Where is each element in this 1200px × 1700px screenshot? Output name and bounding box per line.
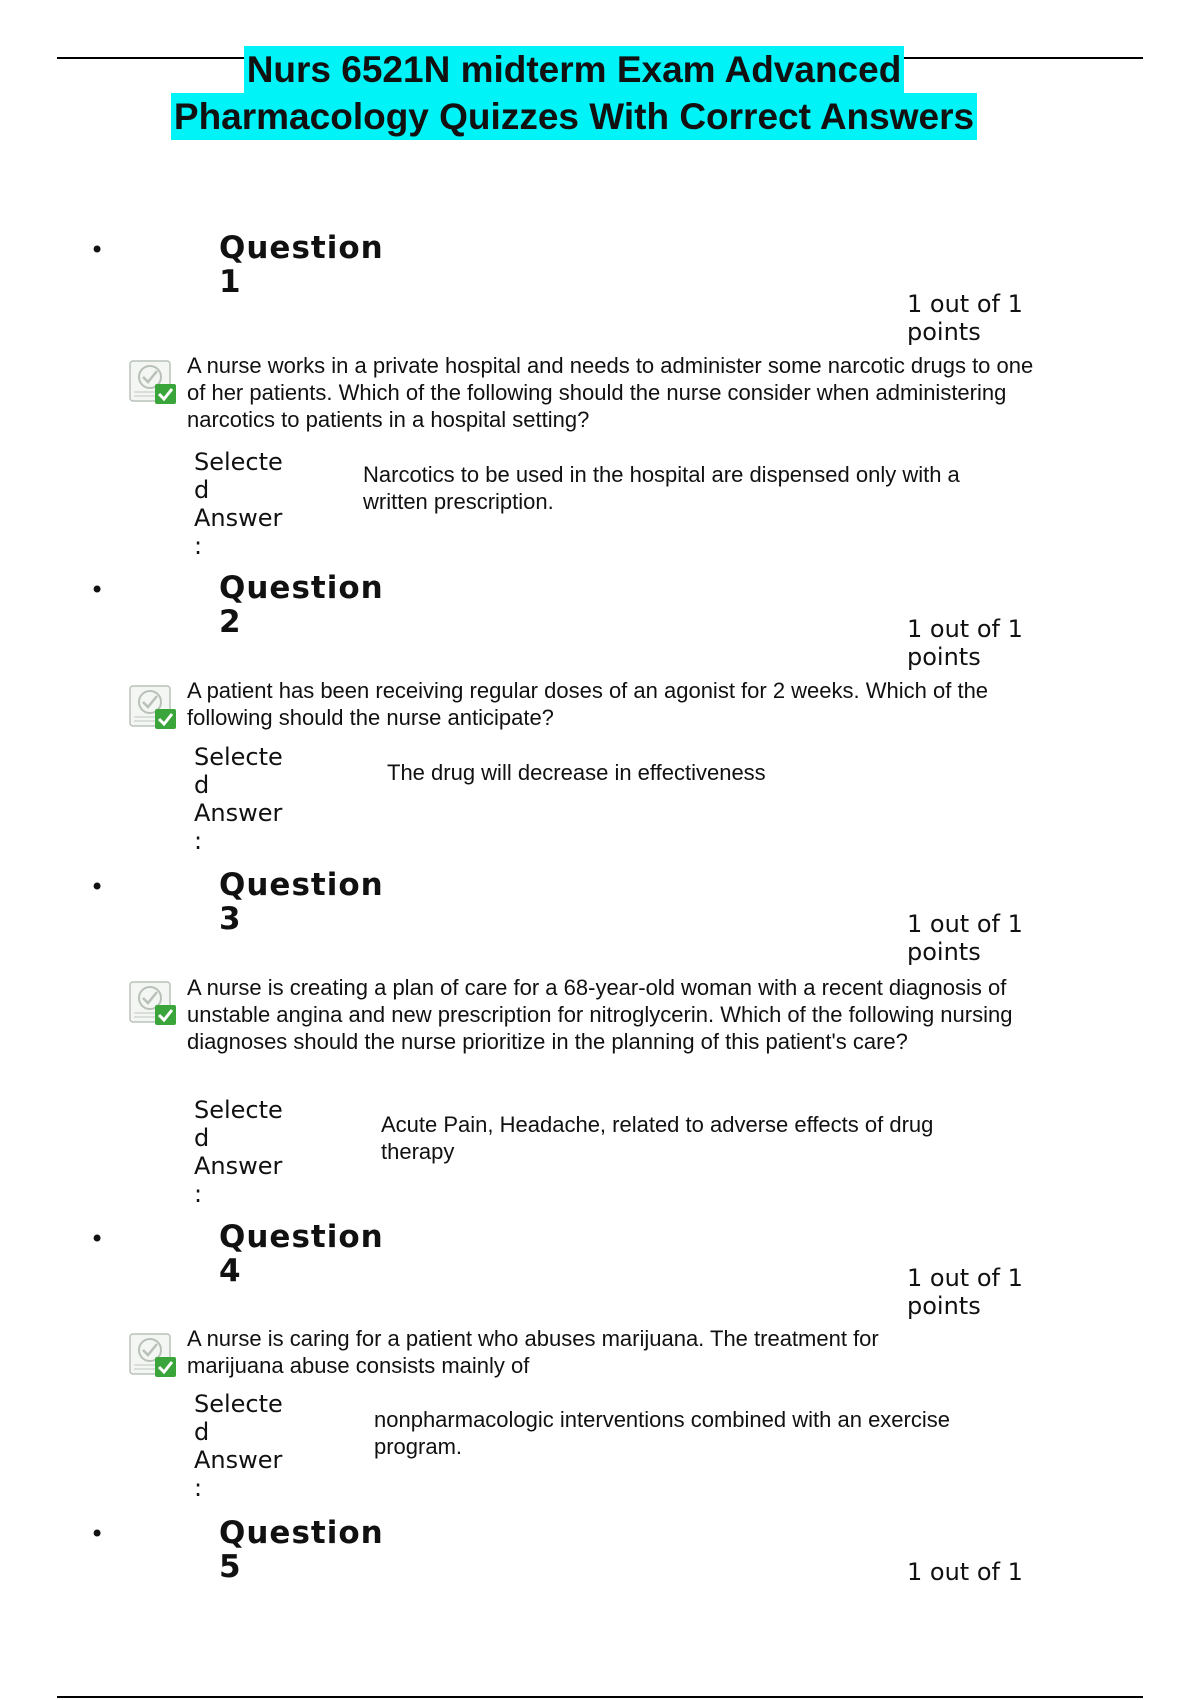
graded-correct-check-icon (128, 680, 180, 732)
selected-answer-label: Selecte d Answer : (194, 743, 283, 855)
question-label: Question (219, 570, 384, 606)
question-points (907, 1558, 1057, 1586)
question-heading (219, 1220, 419, 1288)
question-heading (219, 868, 419, 936)
question-heading (219, 231, 419, 299)
question-label: Question (219, 230, 384, 266)
question-points (907, 1264, 1057, 1320)
selected-answer: Narcotics to be used in the hospital are dispensed only with a written prescription. (363, 462, 960, 514)
title-line-1: Nurs 6521N midterm Exam Advanced (244, 46, 905, 93)
points-unit: points (907, 643, 981, 671)
question-number: 2 (219, 604, 242, 640)
selected-answer-label: Selecte d Answer : (194, 1096, 283, 1208)
title-line-2: Pharmacology Quizzes With Correct Answers (171, 93, 977, 140)
points-unit: points (907, 1292, 981, 1320)
selected-answer: The drug will decrease in effectiveness (387, 760, 766, 785)
question-text: A nurse is creating a plan of care for a 68-year-old woman with a recent diagnosis of unstable angina and new prescription for nitroglycerin. Which of the following nursing diagnoses should the nurse prioritize in the planning of this patient's care? (187, 975, 1013, 1054)
question-text: A patient has been receiving regular doses of an agonist for 2 weeks. Which of the following should the nurse anticipate? (187, 678, 989, 730)
graded-correct-check-icon (128, 355, 180, 407)
points-unit: points (907, 938, 981, 966)
points-value: 1 out of 1 (907, 910, 1023, 938)
question-number: 3 (219, 901, 242, 937)
points-value: 1 out of 1 (907, 290, 1023, 318)
selected-answer-label: Selecte d Answer : (194, 448, 283, 560)
question-points (907, 290, 1057, 346)
question-text: A nurse is caring for a patient who abuses marijuana. The treatment for marijuana abuse consists mainly of (187, 1326, 879, 1378)
question-label: Question (219, 1515, 384, 1551)
question-bullet: • (90, 236, 105, 264)
document-title (0, 46, 1148, 140)
question-bullet: • (90, 1225, 105, 1253)
points-value: 1 out of 1 (907, 1264, 1023, 1292)
question-points (907, 615, 1057, 671)
selected-answer: nonpharmacologic interventions combined with an exercise program. (374, 1407, 950, 1459)
question-points (907, 910, 1057, 966)
points-value: 1 out of 1 (907, 1558, 1023, 1586)
question-text: A nurse works in a private hospital and needs to administer some narcotic drugs to one of her patients. Which of the following should the nurse consider when administering narcotics to patients in a hospital setting? (187, 353, 1034, 432)
question-bullet: • (90, 873, 105, 901)
question-number: 5 (219, 1549, 242, 1585)
question-heading (219, 1516, 419, 1584)
question-bullet: • (90, 576, 105, 604)
selected-answer-label: Selecte d Answer : (194, 1390, 283, 1502)
question-bullet: • (90, 1520, 105, 1548)
graded-correct-check-icon (128, 976, 180, 1028)
selected-answer: Acute Pain, Headache, related to adverse effects of drug therapy (381, 1112, 934, 1164)
question-label: Question (219, 867, 384, 903)
bottom-rule (57, 1696, 1143, 1698)
graded-correct-check-icon (128, 1328, 180, 1380)
question-label: Question (219, 1219, 384, 1255)
points-value: 1 out of 1 (907, 615, 1023, 643)
question-number: 4 (219, 1253, 242, 1289)
question-number: 1 (219, 264, 242, 300)
question-heading (219, 571, 419, 639)
points-unit: points (907, 318, 981, 346)
